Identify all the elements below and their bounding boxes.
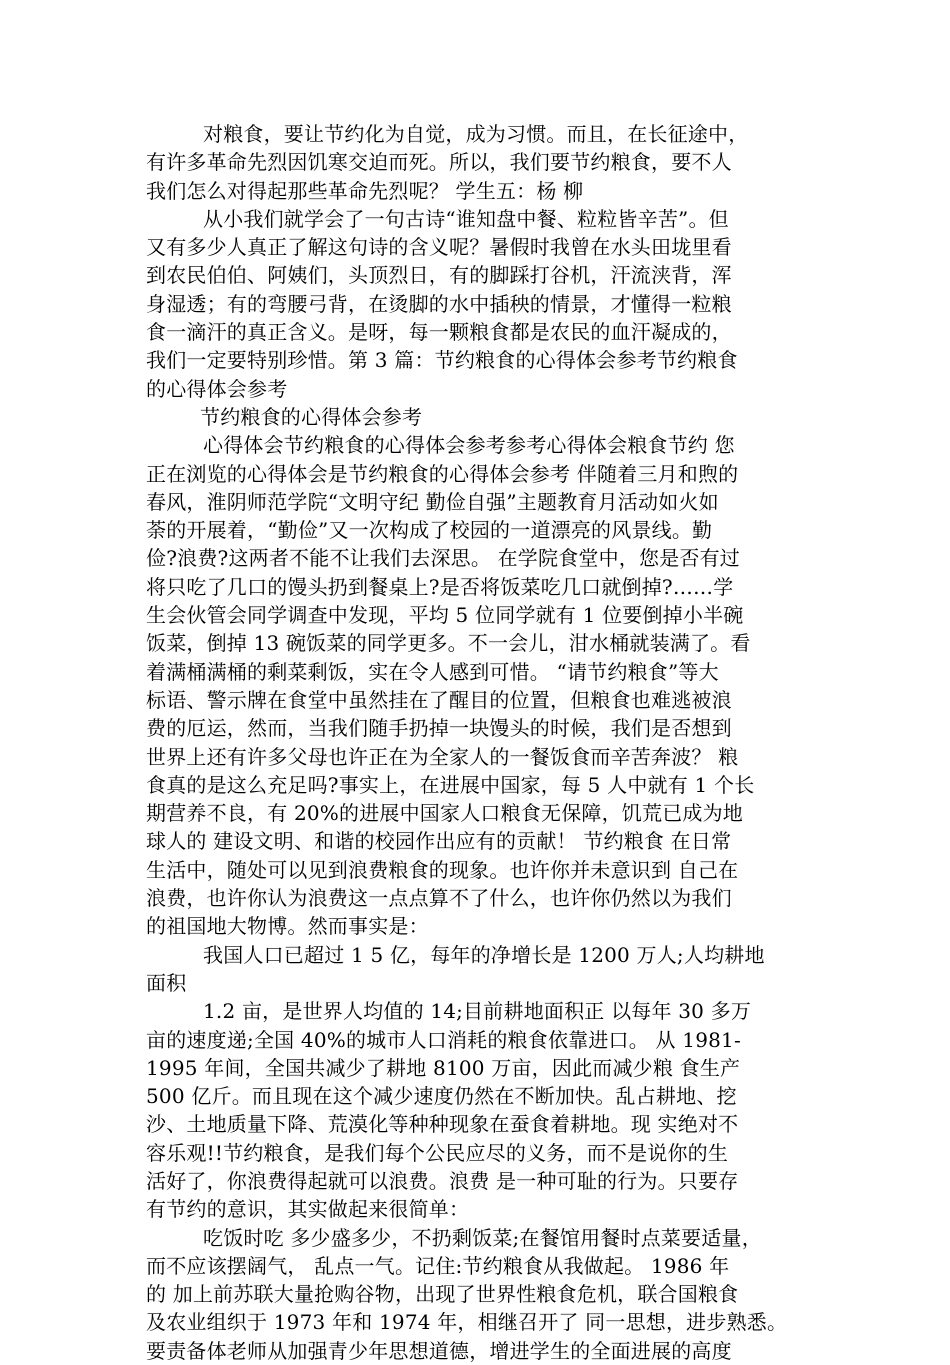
text-line: 身湿透；有的弯腰弓背，在烫脚的水中插秧的情景，才懂得一粒粮 <box>146 291 732 316</box>
text-line: 世界上还有许多父母也许正在为全家人的一餐饭食而辛苦奔波？ 粮 <box>146 744 739 769</box>
text-line: 沙、土地质量下降、荒漠化等种种现象在蚕食着耕地。现 实绝对不 <box>146 1112 739 1137</box>
text-line: 我国人口已超过 1 5 亿，每年的净增长是 1200 万人;人均耕地 <box>203 942 765 967</box>
text-line: 从小我们就学会了一句古诗“谁知盘中餐、粒粒皆辛苦”。但 <box>203 206 729 231</box>
text-line: 而不应该摆阔气， 乱点一气。记住:节约粮食从我做起。 1986 年 <box>146 1253 730 1278</box>
text-line: 的祖国地大物博。然而事实是： <box>146 914 429 939</box>
text-line: 饭菜，倒掉 13 碗饭菜的同学更多。不一会儿，泔水桶就装满了。看 <box>146 631 751 656</box>
text-line: 春风，淮阴师范学院“文明守纪 勤俭自强”主题教育月活动如火如 <box>146 489 719 514</box>
text-line: 又有多少人真正了解这句诗的含义呢？暑假时我曾在水头田垅里看 <box>146 235 732 260</box>
text-line: 有许多革命先烈因饥寒交迫而死。所以，我们要节约粮食，要不人 <box>146 150 732 175</box>
text-line: 标语、警示牌在食堂中虽然挂在了醒目的位置，但粮食也难逃被浪 <box>146 687 732 712</box>
text-line: 1.2 亩，是世界人均值的 14;目前耕地面积正 以每年 30 多万 <box>203 999 752 1024</box>
text-line: 心得体会节约粮食的心得体会参考参考心得体会粮食节约 您 <box>203 433 735 458</box>
text-line: 500 亿斤。而且现在这个减少速度仍然在不断加快。乱占耕地、挖 <box>146 1084 737 1109</box>
text-line: 生会伙管会同学调查中发现，平均 5 位同学就有 1 位要倒掉小半碗 <box>146 603 744 628</box>
text-line: 我们怎么对得起那些革命先烈呢？ 学生五：杨 柳 <box>146 178 584 203</box>
text-line: 亩的速度递;全国 40%的城市人口消耗的粮食依靠进口。 从 1981- <box>146 1027 741 1052</box>
text-line: 吃饭时吃 多少盛多少，不扔剩饭菜;在餐馆用餐时点菜要适量， <box>203 1225 762 1250</box>
text-line: 浪费，也许你认为浪费这一点点算不了什么，也许你仍然以为我们 <box>146 886 732 911</box>
text-line: 面积 <box>146 970 187 995</box>
text-line: 球人的 建设文明、和谐的校园作出应有的贡献！ 节约粮食 在日常 <box>146 829 732 854</box>
text-line: 期营养不良，有 20%的进展中国家人口粮食无保障，饥荒已成为地 <box>146 801 744 826</box>
text-line: 对粮食，要让节约化为自觉，成为习惯。而且，在长征途中， <box>203 122 749 146</box>
text-line: 正在浏览的心得体会是节约粮食的心得体会参考 伴随着三月和煦的 <box>146 461 739 486</box>
text-line: 1995 年间，全国共减少了耕地 8100 万亩，因此而减少粮 食生产 <box>146 1055 741 1080</box>
text-line: 及农业组织于 1973 年和 1974 年，相继召开了 同一思想，进步熟悉。 <box>146 1310 788 1335</box>
text-line: 有节约的意识，其实做起来很简单： <box>146 1197 470 1222</box>
text-line: 食一滴汗的真正含义。是呀，每一颗粮食都是农民的血汗凝成的， <box>146 320 732 345</box>
section-title: 节约粮食的心得体会参考 <box>200 404 423 429</box>
text-line: 到农民伯伯、阿姨们，头顶烈日，有的脚踩打谷机，汗流浃背，浑 <box>146 263 732 288</box>
text-line: 将只吃了几口的馒头扔到餐桌上?是否将饭菜吃几口就倒掉?……学 <box>146 574 734 599</box>
text-line: 荼的开展着，“勤俭”又一次构成了校园的一道漂亮的风景线。勤 <box>146 518 713 543</box>
text-line: 要责备体老师从加强青少年思想道德，增进学生的全面进展的高度 <box>146 1338 732 1363</box>
text-line: 着满桶满桶的剩菜剩饭，实在令人感到可惜。 “请节约粮食”等大 <box>146 659 719 684</box>
text-line: 生活中，随处可以见到浪费粮食的现象。也许你并未意识到 自己在 <box>146 857 739 882</box>
document-body <box>146 120 811 1365</box>
text-line: 的 加上前苏联大量抢购谷物，出现了世界性粮食危机，联合国粮食 <box>146 1282 739 1307</box>
text-line: 活好了，你浪费得起就可以浪费。浪费 是一种可耻的行为。只要存 <box>146 1168 739 1193</box>
text-line: 俭?浪费?这两者不能不让我们去深思。 在学院食堂中，您是否有过 <box>146 546 741 571</box>
text-line: 容乐观!!节约粮食，是我们每个公民应尽的义务，而不是说你的生 <box>146 1140 729 1165</box>
text-line: 食真的是这么充足吗?事实上，在进展中国家，每 5 人中就有 1 个长 <box>146 772 755 797</box>
text-line: 的心得体会参考 <box>146 376 288 401</box>
text-line: 费的厄运，然而，当我们随手扔掉一块馒头的时候，我们是否想到 <box>146 716 732 741</box>
text-line: 我们一定要特别珍惜。第 3 篇：节约粮食的心得体会参考节约粮食 <box>146 348 738 373</box>
